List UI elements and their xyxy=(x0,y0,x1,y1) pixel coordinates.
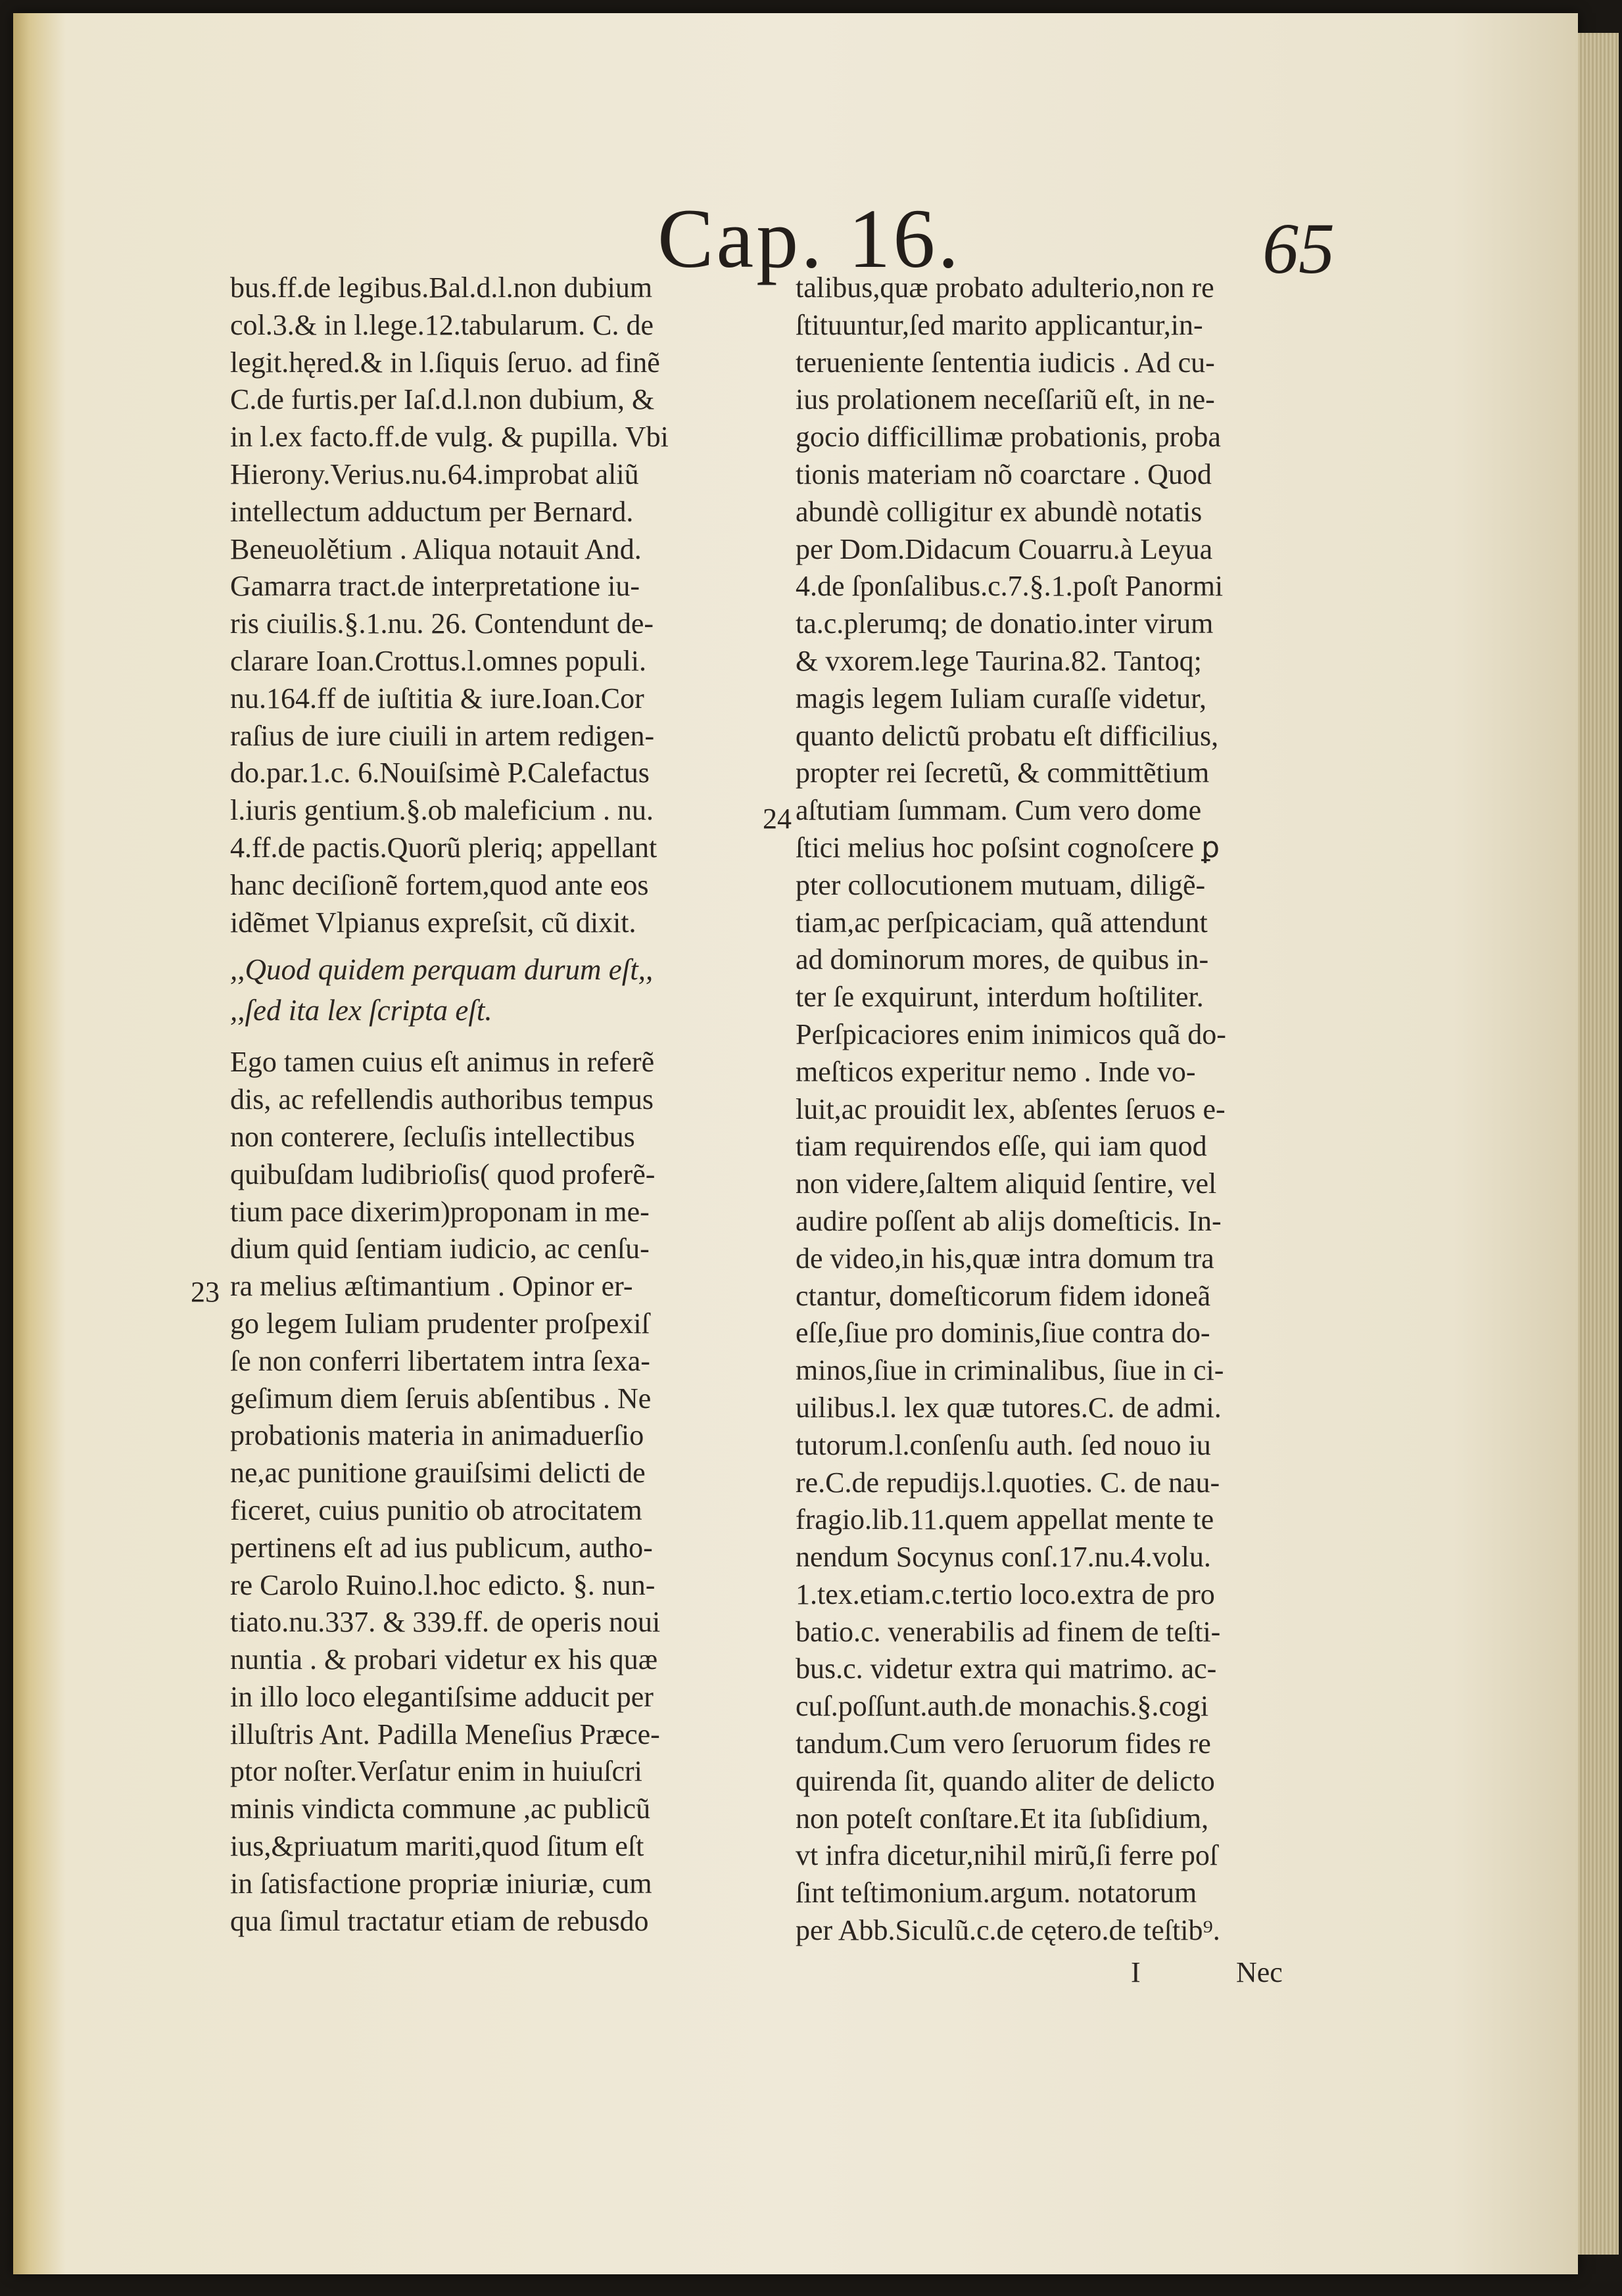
text-line: in l.ex facto.ff.de vulg. & pupilla. Vbi xyxy=(230,421,669,454)
text-line: re Carolo Ruino.l.hoc edicto. §. nun- xyxy=(230,1568,656,1601)
text-line: in ſatisfactione propriæ iniuriæ, cum xyxy=(230,1867,652,1900)
text-line: quanto delictũ probatu eſt difficilius, xyxy=(796,719,1219,752)
chapter-heading: Cap. 16. xyxy=(657,192,962,285)
text-line: tiam,ac perſpicaciam, quã attendunt xyxy=(796,906,1208,939)
text-line: tutorum.l.conſenſu auth. ſed nouo iu xyxy=(796,1428,1211,1461)
text-line: ad dominorum mores, de quibus in- xyxy=(796,943,1209,976)
text-line: C.de furtis.per Iaſ.d.l.non dubium, & xyxy=(230,383,655,416)
text-line: Perſpicaciores enim inimicos quã do- xyxy=(796,1018,1226,1050)
right-column-text xyxy=(796,269,1341,1950)
text-line: do.par.1.c. 6.Nouiſsimè P.Calefactus xyxy=(230,757,650,789)
book-fore-edge xyxy=(1578,33,1619,2255)
text-line: idẽmet Vlpianus expreſsit, cũ dixit. xyxy=(230,906,636,939)
text-line: ris ciuilis.§.1.nu. 26. Contendunt de- xyxy=(230,607,654,640)
text-line: non conterere, ſecluſis intellectibus xyxy=(230,1120,635,1153)
text-line: ter ſe exquirunt, interdum hoſtiliter. xyxy=(796,981,1204,1014)
text-line: fragio.lib.11.quem appellat mente te xyxy=(796,1503,1214,1536)
text-line: cuſ.poſſunt.auth.de monachis.§.cogi xyxy=(796,1690,1209,1723)
text-line: in illo loco elegantiſsime adducit per xyxy=(230,1680,654,1713)
text-line: intellectum adductum per Bernard. xyxy=(230,495,634,528)
text-line: batio.c. venerabilis ad finem de teſti- xyxy=(796,1615,1221,1648)
text-line: qua ſimul tractatur etiam de rebusdo xyxy=(230,1904,649,1937)
text-line: non videre,ſaltem aliquid ſentire, vel xyxy=(796,1167,1217,1200)
text-line: ius,&priuatum mariti,quod ſitum eſt xyxy=(230,1830,644,1863)
text-line: minos,ſiue in criminalibus, ſiue in ci- xyxy=(796,1354,1224,1387)
text-line: dium quid ſentiam iudicio, ac cenſu- xyxy=(230,1232,650,1265)
text-line: ,,ſed ita lex ſcripta eſt. xyxy=(230,994,492,1027)
text-line: re.C.de repudijs.l.quoties. C. de nau- xyxy=(796,1466,1220,1499)
text-line: de video,in his,quæ intra domum tra xyxy=(796,1242,1214,1275)
text-line: raſius de iure ciuili in artem redigen- xyxy=(230,719,655,752)
text-line: bus.c. videtur extra qui matrimo. ac- xyxy=(796,1652,1217,1685)
text-line: nu.164.ff de iuſtitia & iure.Ioan.Cor xyxy=(230,682,644,715)
text-line: Gamarra tract.de interpretatione iu- xyxy=(230,570,640,603)
text-line: per Abb.Siculũ.c.de cętero.de teſtib⁹. xyxy=(796,1914,1220,1947)
text-line: Beneuolětium . Aliqua notauit And. xyxy=(230,532,642,565)
text-line: talibus,quæ probato adulterio,non re xyxy=(796,271,1214,304)
text-line: quibuſdam ludibrioſis( quod proferẽ- xyxy=(230,1158,656,1190)
text-line: abundè colligitur ex abundè notatis xyxy=(796,495,1203,528)
text-line: ſint teſtimonium.argum. notatorum xyxy=(796,1877,1197,1909)
text-line: non poteſt conſtare.Et ita ſubſidium, xyxy=(796,1802,1209,1835)
text-line: col.3.& in l.lege.12.tabularum. C. de xyxy=(230,308,654,341)
text-line: nendum Socynus conſ.17.nu.4.volu. xyxy=(796,1541,1211,1574)
text-line: tiam requirendos eſſe, qui iam quod xyxy=(796,1130,1207,1163)
text-line: geſimum diem ſeruis abſentibus . Ne xyxy=(230,1382,652,1415)
text-line: ,,Quod quidem perquam durum eſt,, xyxy=(230,953,654,987)
text-line: pter collocutionem mutuam, diligẽ- xyxy=(796,868,1206,901)
catchword: Nec xyxy=(1236,1956,1283,1988)
text-line: propter rei ſecretũ, & committẽtium xyxy=(796,757,1210,789)
text-line: hanc deciſionẽ fortem,quod ante eos xyxy=(230,868,649,901)
margin-number-23: 23 xyxy=(191,1276,220,1308)
text-line: l.iuris gentium.§.ob maleficium . nu. xyxy=(230,794,654,827)
text-line: ne,ac punitione grauiſsimi delicti de xyxy=(230,1457,646,1489)
text-line: ptor noſter.Verſatur enim in huiuſcri xyxy=(230,1755,642,1788)
text-line: probationis materia in animaduerſio xyxy=(230,1419,644,1452)
text-line: ficeret, cuius punitio ob atrocitatem xyxy=(230,1493,642,1526)
text-line: tandum.Cum vero ſeruorum fides re xyxy=(796,1727,1211,1760)
text-line: 4.de ſponſalibus.c.7.§.1.poſt Panormi xyxy=(796,570,1224,603)
left-column xyxy=(230,269,776,1940)
text-line: ius prolationem neceſſariũ eſt, in ne- xyxy=(796,383,1215,416)
text-line: ta.c.plerumq; de donatio.inter virum xyxy=(796,607,1214,640)
text-line: magis legem Iuliam curaſſe videtur, xyxy=(796,682,1207,715)
text-line: bus.ff.de legibus.Bal.d.l.non dubium xyxy=(230,271,653,304)
page-footer xyxy=(13,1956,1578,2002)
left-column-text-bottom xyxy=(230,1044,776,1940)
text-line: teruenientе ſententia iudicis . Ad cu- xyxy=(796,346,1215,379)
text-line: clarare Ioan.Crottus.l.omnes populi. xyxy=(230,644,646,677)
text-line: ſtituuntur,ſed marito applicantur,in- xyxy=(796,308,1203,341)
text-line: pertinens eſt ad ius publicum, autho- xyxy=(230,1531,653,1564)
text-line: gocio difficillimæ probationis, proba xyxy=(796,421,1221,454)
left-column-text-top xyxy=(230,269,776,941)
text-line: nuntia . & probari videtur ex his quæ xyxy=(230,1643,658,1676)
text-line: vt infra dicetur,nihil mirũ,ſi ferre poſ xyxy=(796,1839,1218,1872)
book-page xyxy=(13,13,1578,2274)
text-line: ſe non conferri libertatem intra ſexa- xyxy=(230,1344,650,1377)
ulpian-quote xyxy=(230,949,776,1031)
text-line: ra melius æſtimantium . Opinor er- xyxy=(230,1270,633,1303)
folio-number: 65 xyxy=(1262,208,1335,289)
text-line: ctantur, domeſticorum fidem idoneã xyxy=(796,1279,1211,1312)
text-line: 1.tex.etiam.c.tertio loco.extra de pro xyxy=(796,1578,1215,1610)
signature-mark: I xyxy=(1131,1956,1141,1988)
text-line: meſticos experitur nemo . Inde vo- xyxy=(796,1055,1196,1088)
text-line: ſtici melius hoc poſsint cognoſcere ꝑ xyxy=(796,831,1220,864)
text-line: 4.ff.de pactis.Quorũ pleriq; appellant xyxy=(230,831,657,864)
text-line: tionis materiam nõ coarctare . Quod xyxy=(796,457,1212,490)
text-line: quirenda ſit, quando aliter de delicto xyxy=(796,1764,1215,1797)
text-line: & vxorem.lege Taurina.82. Tantoq; xyxy=(796,644,1202,677)
text-line: uilibus.l. lex quæ tutores.C. de admi. xyxy=(796,1391,1222,1424)
text-line: per Dom.Didacum Couarru.à Leyua xyxy=(796,532,1213,565)
text-line: tium pace dixerim)proponam in me- xyxy=(230,1195,650,1228)
text-line: legit.hęred.& in l.ſiquis ſeruo. ad finẽ xyxy=(230,346,660,379)
text-line: minis vindicta commune ,ac publicũ xyxy=(230,1792,651,1825)
text-line: audire poſſent ab alijs domeſticis. In- xyxy=(796,1204,1222,1237)
text-line: aſtutiam ſummam. Cum vero dome xyxy=(796,794,1202,827)
text-line: illuſtris Ant. Padilla Meneſius Præce- xyxy=(230,1718,660,1750)
text-line: dis, ac refellendis authoribus tempus xyxy=(230,1083,654,1116)
right-column xyxy=(796,269,1341,1950)
text-line: luit,ac prouidit lex, abſentes ſeruos e- xyxy=(796,1092,1226,1125)
text-line: tiato.nu.337. & 339.ff. de operis noui xyxy=(230,1606,661,1639)
text-line: Hierony.Verius.nu.64.improbat aliũ xyxy=(230,457,639,490)
text-line: go legem Iuliam prudenter proſpexiſ xyxy=(230,1307,650,1340)
margin-number-24: 24 xyxy=(763,803,792,835)
text-line: Ego tamen cuius eſt animus in referẽ xyxy=(230,1046,655,1079)
text-line: eſſe,ſiue pro dominis,ſiue contra do- xyxy=(796,1317,1210,1349)
